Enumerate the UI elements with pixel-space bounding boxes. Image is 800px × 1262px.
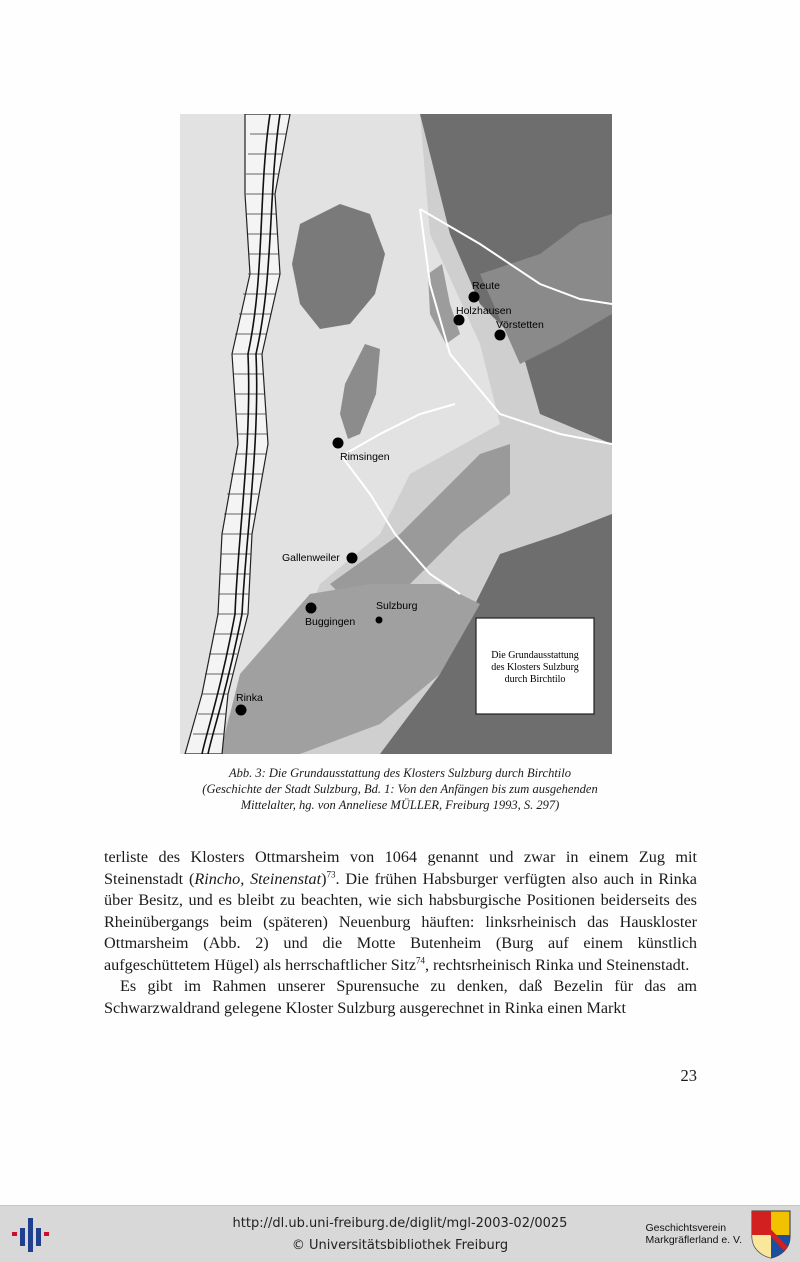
map-figure [180,114,612,754]
viewer-footer [0,1205,800,1262]
paragraph-1-part-c: . Die frühen Habsburger verfügten also auch in Rinka über Besitz, und es bleibt zu beachten, wie sich habsburgische Positionen beiderseits des Rheinübergangs beim (späteren) Neuenburg häuften: linksrheinisch das Hauskloster Ottmarsheim (Abb. 2) und die Motte Butenheim (Burg auf einem künstlich aufgeschüttetem Hügel) als herrschaftlicher Sitz [104,869,697,974]
map-label-reute: Reute [472,280,501,292]
society-name-line-2: Markgräflerland e. V. [645,1234,742,1246]
paragraph-1-part-b: ) [321,869,327,888]
map-label-rimsingen: Rimsingen [340,451,390,463]
paragraph-1 [104,847,697,976]
page-number: 23 [680,1066,697,1085]
legend-line-3: durch Birchtilo [504,674,566,685]
map-label-holzhausen: Holzhausen [456,305,512,317]
caption-line-3: Mittelalter, hg. von Anneliese MÜLLER, Freiburg 1993, S. 297) [240,798,560,812]
footnote-ref-74[interactable]: 74 [415,955,425,966]
body-text [104,847,697,1019]
society-crest-icon[interactable] [750,1209,792,1259]
map-label-gallenweiler: Gallenweiler [282,552,340,564]
society-name-line-1: Geschichtsverein [645,1222,727,1234]
legend-line-2: des Klosters Sulzburg [491,662,579,673]
map-label-voerstetten: Vörstetten [496,319,544,331]
paragraph-2: Es gibt im Rahmen unserer Spurensuche zu denken, daß Bezelin für das am Schwarzwaldrand gelegene Kloster Sulzburg ausgerechnet in Rinka einen Markt [104,977,697,1017]
caption-line-2: (Geschichte der Stadt Sulzburg, Bd. 1: Von den Anfängen bis zum ausgehenden [202,782,598,796]
paragraph-1-part-a: terliste des Klosters Ottmarsheim von 1064 genannt und zwar in einem Zug mit Steinenstadt ( [104,848,697,888]
society-name[interactable] [646,1222,743,1246]
map-svg [180,114,612,754]
map-label-buggingen: Buggingen [305,616,356,628]
map-legend [476,618,594,714]
paragraph-1-italic: Rincho, Steinenstat [194,869,322,888]
permalink-url[interactable]: http://dl.ub.uni-freiburg.de/diglit/mgl-2003-02/0025 [232,1216,568,1231]
ub-freiburg-logo-icon[interactable] [12,1214,52,1254]
copyright-notice: © Universitätsbibliothek Freiburg [291,1238,509,1253]
footnote-ref-73[interactable]: 73 [326,869,336,880]
map-label-rinka: Rinka [236,692,263,704]
legend-line-1: Die Grundausstattung [491,650,579,661]
figure-caption [100,765,700,813]
paragraph-1-part-d: , rechtsrheinisch Rinka und Steinenstadt. [424,955,690,974]
caption-line-1: Abb. 3: Die Grundausstattung des Klosters Sulzburg durch Birchtilo [228,766,571,780]
map-label-sulzburg: Sulzburg [376,600,418,612]
